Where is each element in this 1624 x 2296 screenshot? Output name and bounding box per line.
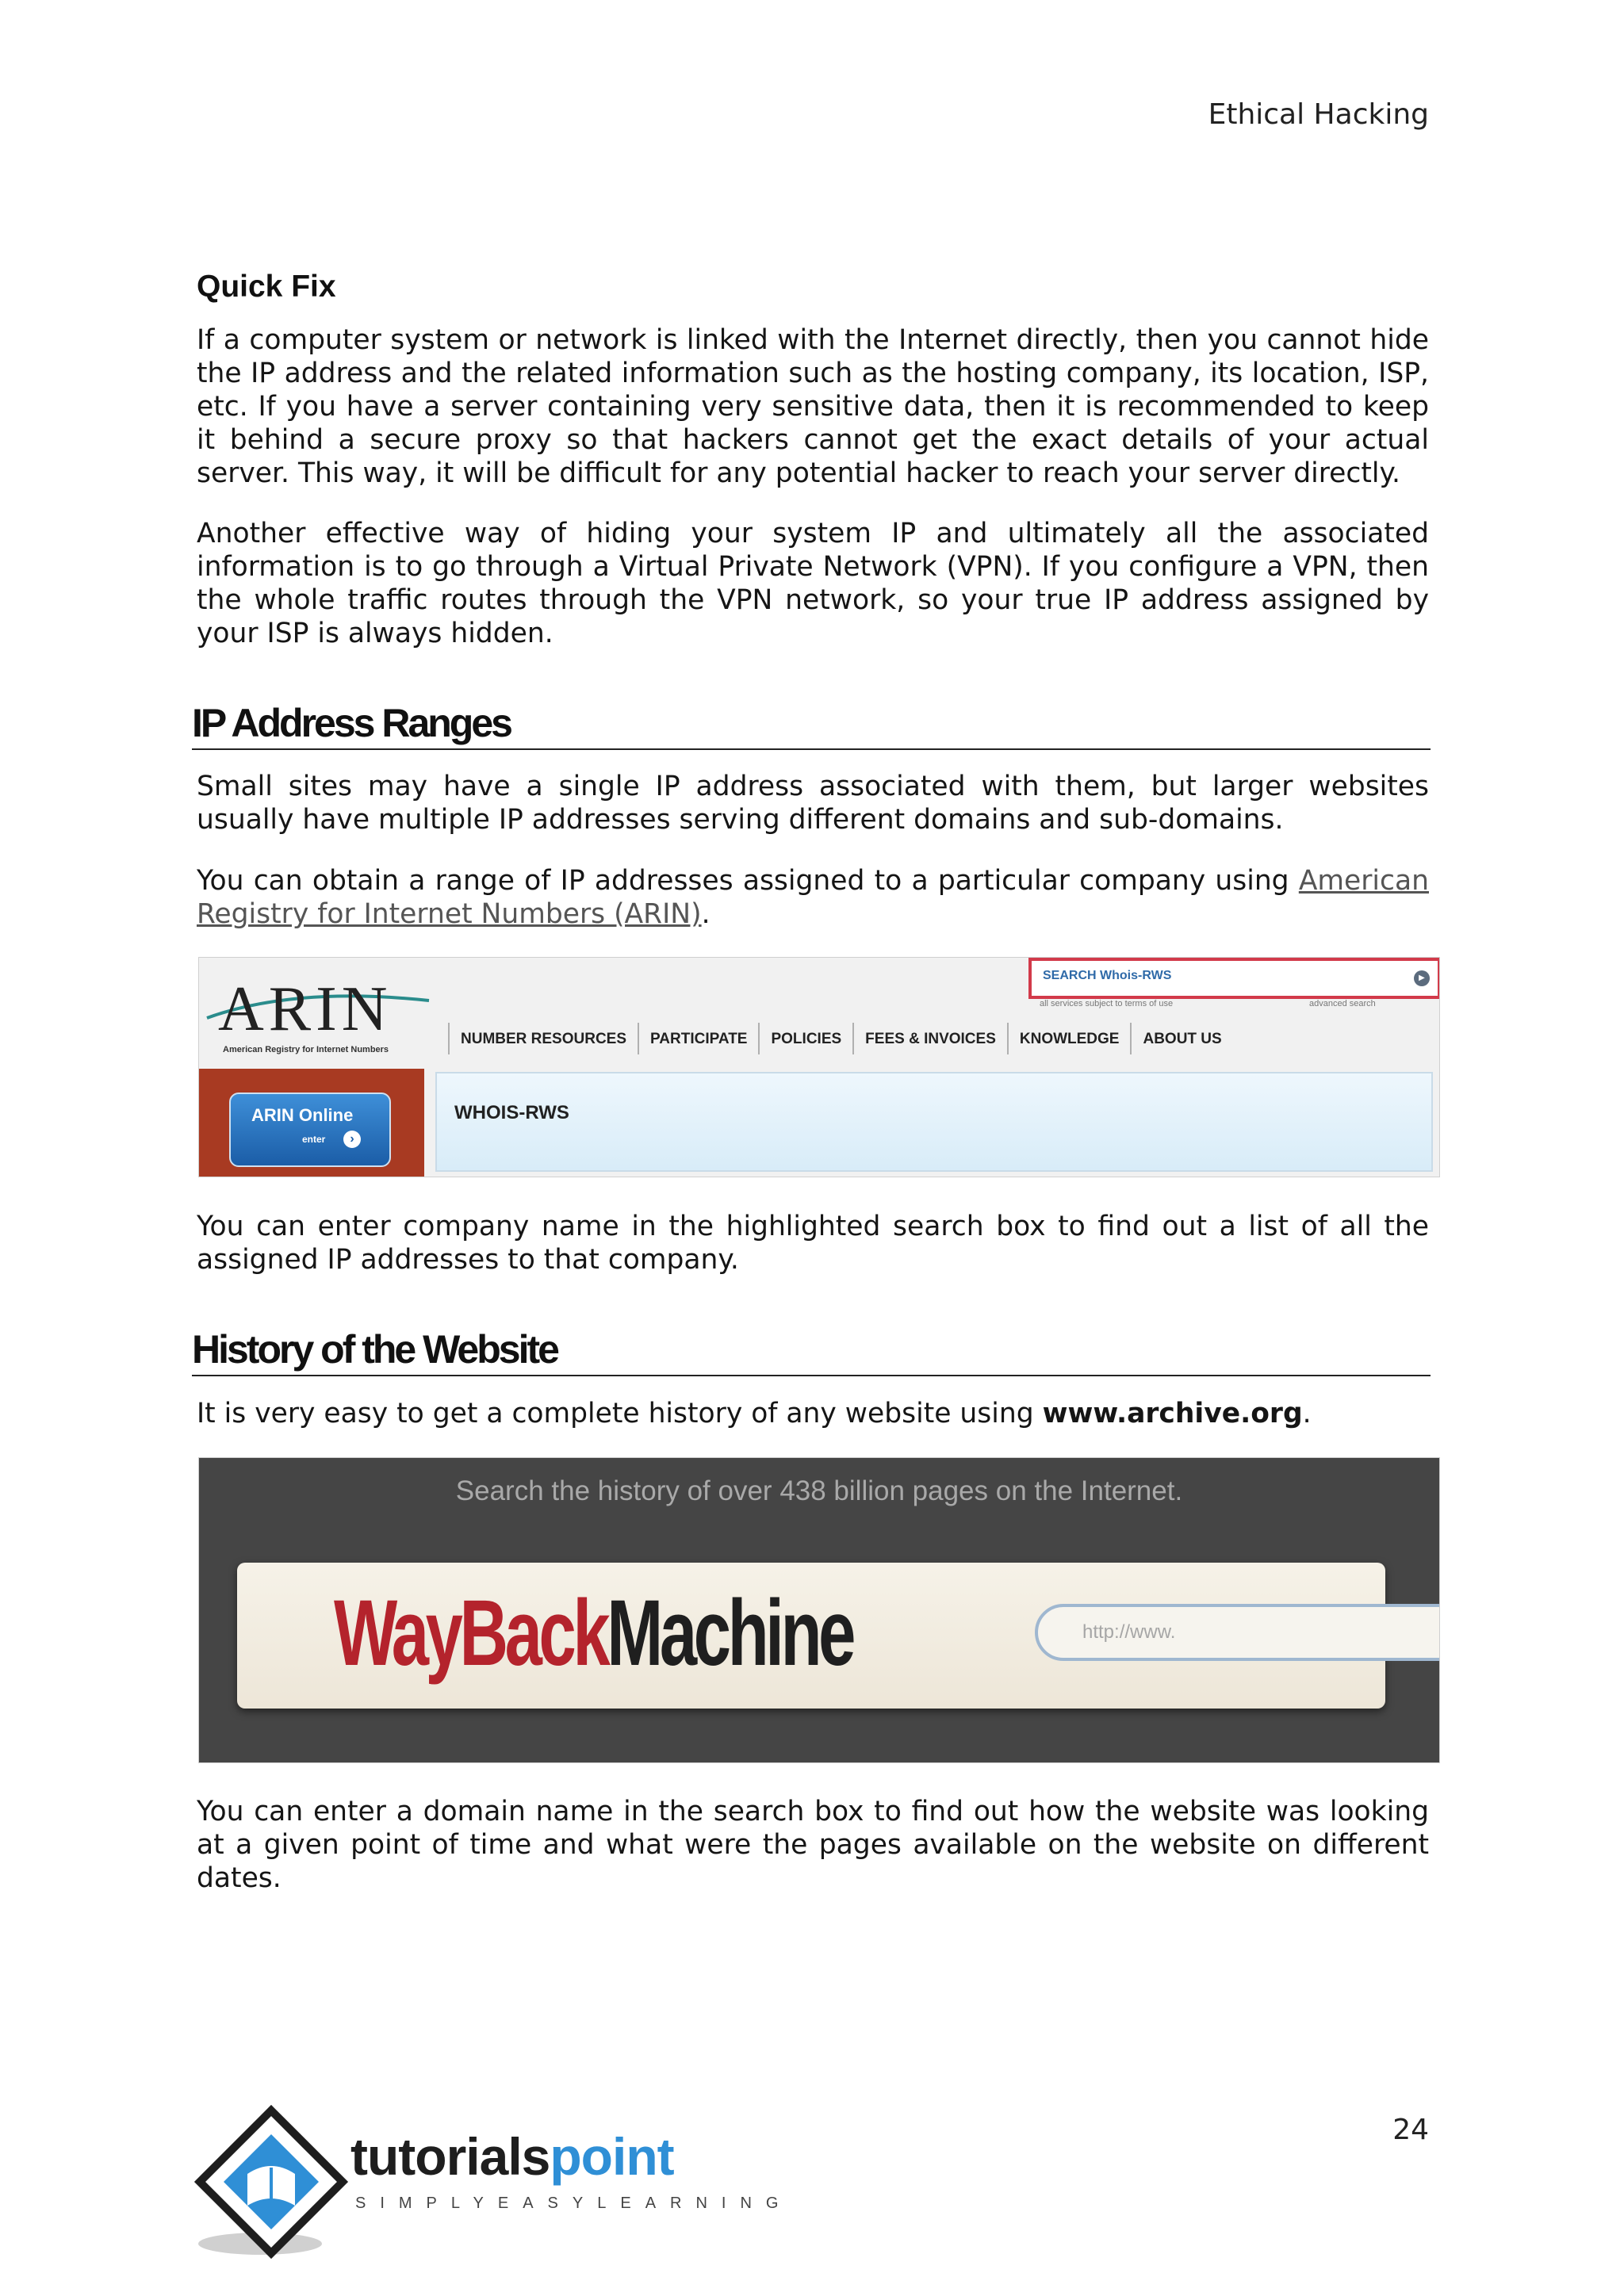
nav-knowledge[interactable]: KNOWLEDGE	[1007, 1023, 1131, 1054]
arin-screenshot	[198, 957, 1440, 1177]
brand-part1: tutorials	[350, 2127, 550, 2186]
brand-tagline: SIMPLYEASYLEARNING	[355, 2195, 793, 2212]
history-text-suffix: .	[1302, 1398, 1312, 1429]
whois-rws-title: WHOIS-RWS	[454, 1102, 569, 1123]
history-heading: History of the Website	[192, 1327, 1431, 1376]
nav-about-us[interactable]: ABOUT US	[1130, 1023, 1232, 1054]
arin-text-prefix: You can obtain a range of IP addresses assigned to a particular company using	[197, 865, 1299, 897]
wayback-logo	[334, 1582, 852, 1685]
nav-number-resources[interactable]: NUMBER RESOURCES	[448, 1023, 638, 1054]
ip-ranges-paragraph-2	[197, 864, 1429, 931]
running-header: Ethical Hacking	[1208, 98, 1429, 131]
quick-fix-paragraph-1: If a computer system or network is linked with the Internet directly, then you cannot hide the IP address and the related information such as the hosting company, its location, ISP, etc. If you have a server containing very sensitive data, then it is recommended to keep it behind a secure proxy so that hackers cannot get the exact details of your actual server. This way, it will be difficult for any potential hacker to reach your server directly.	[197, 324, 1429, 489]
history-paragraph-1	[197, 1397, 1429, 1430]
arrow-right-icon: ›	[343, 1131, 361, 1148]
advanced-search-link[interactable]: advanced search	[1309, 999, 1376, 1008]
arin-search-box[interactable]	[1028, 958, 1440, 999]
quick-fix-heading: Quick Fix	[197, 270, 336, 304]
wayback-search-bar	[237, 1563, 1385, 1709]
ip-ranges-paragraph-3: You can enter company name in the highlighted search box to find out a list of all the assigned IP addresses to that company.	[197, 1211, 1429, 1276]
tutorialspoint-diamond-icon	[192, 2103, 350, 2261]
arin-text-suffix: .	[701, 898, 710, 930]
wayback-logo-part2: Machine	[607, 1581, 853, 1686]
arin-search-links	[1040, 999, 1376, 1008]
history-paragraph-2: You can enter a domain name in the search box to find out how the website was looking at a given point of time and what were the pages available on the website on different dates.	[197, 1796, 1429, 1894]
arin-enter-label: enter	[302, 1134, 326, 1145]
arin-online-button[interactable]	[229, 1093, 391, 1167]
brand-part2: point	[550, 2127, 674, 2186]
arin-nav	[448, 1023, 1233, 1054]
arin-sidebar	[199, 1069, 424, 1177]
page-number: 24	[1392, 2114, 1429, 2146]
wayback-url-placeholder: http://www.	[1082, 1621, 1176, 1643]
history-text-prefix: It is very easy to get a complete history of any website using	[197, 1398, 1043, 1429]
ip-ranges-heading: IP Address Ranges	[192, 701, 1431, 750]
search-go-icon[interactable]: ▶	[1414, 970, 1430, 986]
arin-search-label: SEARCH Whois-RWS	[1043, 969, 1172, 982]
whois-rws-panel	[435, 1072, 1433, 1172]
nav-participate[interactable]: PARTICIPATE	[638, 1023, 758, 1054]
terms-link[interactable]: all services subject to terms of use	[1040, 999, 1174, 1008]
wayback-logo-part1: WayBack	[334, 1581, 607, 1686]
arin-logo: ARIN	[218, 974, 393, 1044]
wayback-url-input[interactable]	[1035, 1604, 1440, 1661]
ip-ranges-paragraph-1: Small sites may have a single IP address associated with them, but larger websites usually have multiple IP addresses serving different domains and sub-domains.	[197, 771, 1429, 836]
tutorialspoint-wordmark	[350, 2126, 674, 2187]
wayback-caption: Search the history of over 438 billion pages on the Internet.	[455, 1475, 1183, 1506]
archive-org-text: www.archive.org	[1042, 1398, 1303, 1429]
arin-link[interactable]: American Registry for Internet Numbers (ARIN)	[197, 865, 1429, 930]
nav-policies[interactable]: POLICIES	[758, 1023, 852, 1054]
arin-online-label: ARIN Online	[251, 1105, 354, 1125]
tutorialspoint-logo	[192, 2103, 793, 2261]
quick-fix-paragraph-2: Another effective way of hiding your system IP and ultimately all the associated information is to go through a Virtual Private Network (VPN). If you configure a VPN, then the whole traffic routes through the VPN network, so your true IP address assigned by your ISP is always hidden.	[197, 518, 1429, 649]
nav-fees-invoices[interactable]: FEES & INVOICES	[852, 1023, 1007, 1054]
arin-tagline: American Registry for Internet Numbers	[223, 1045, 389, 1054]
wayback-screenshot	[198, 1457, 1440, 1763]
